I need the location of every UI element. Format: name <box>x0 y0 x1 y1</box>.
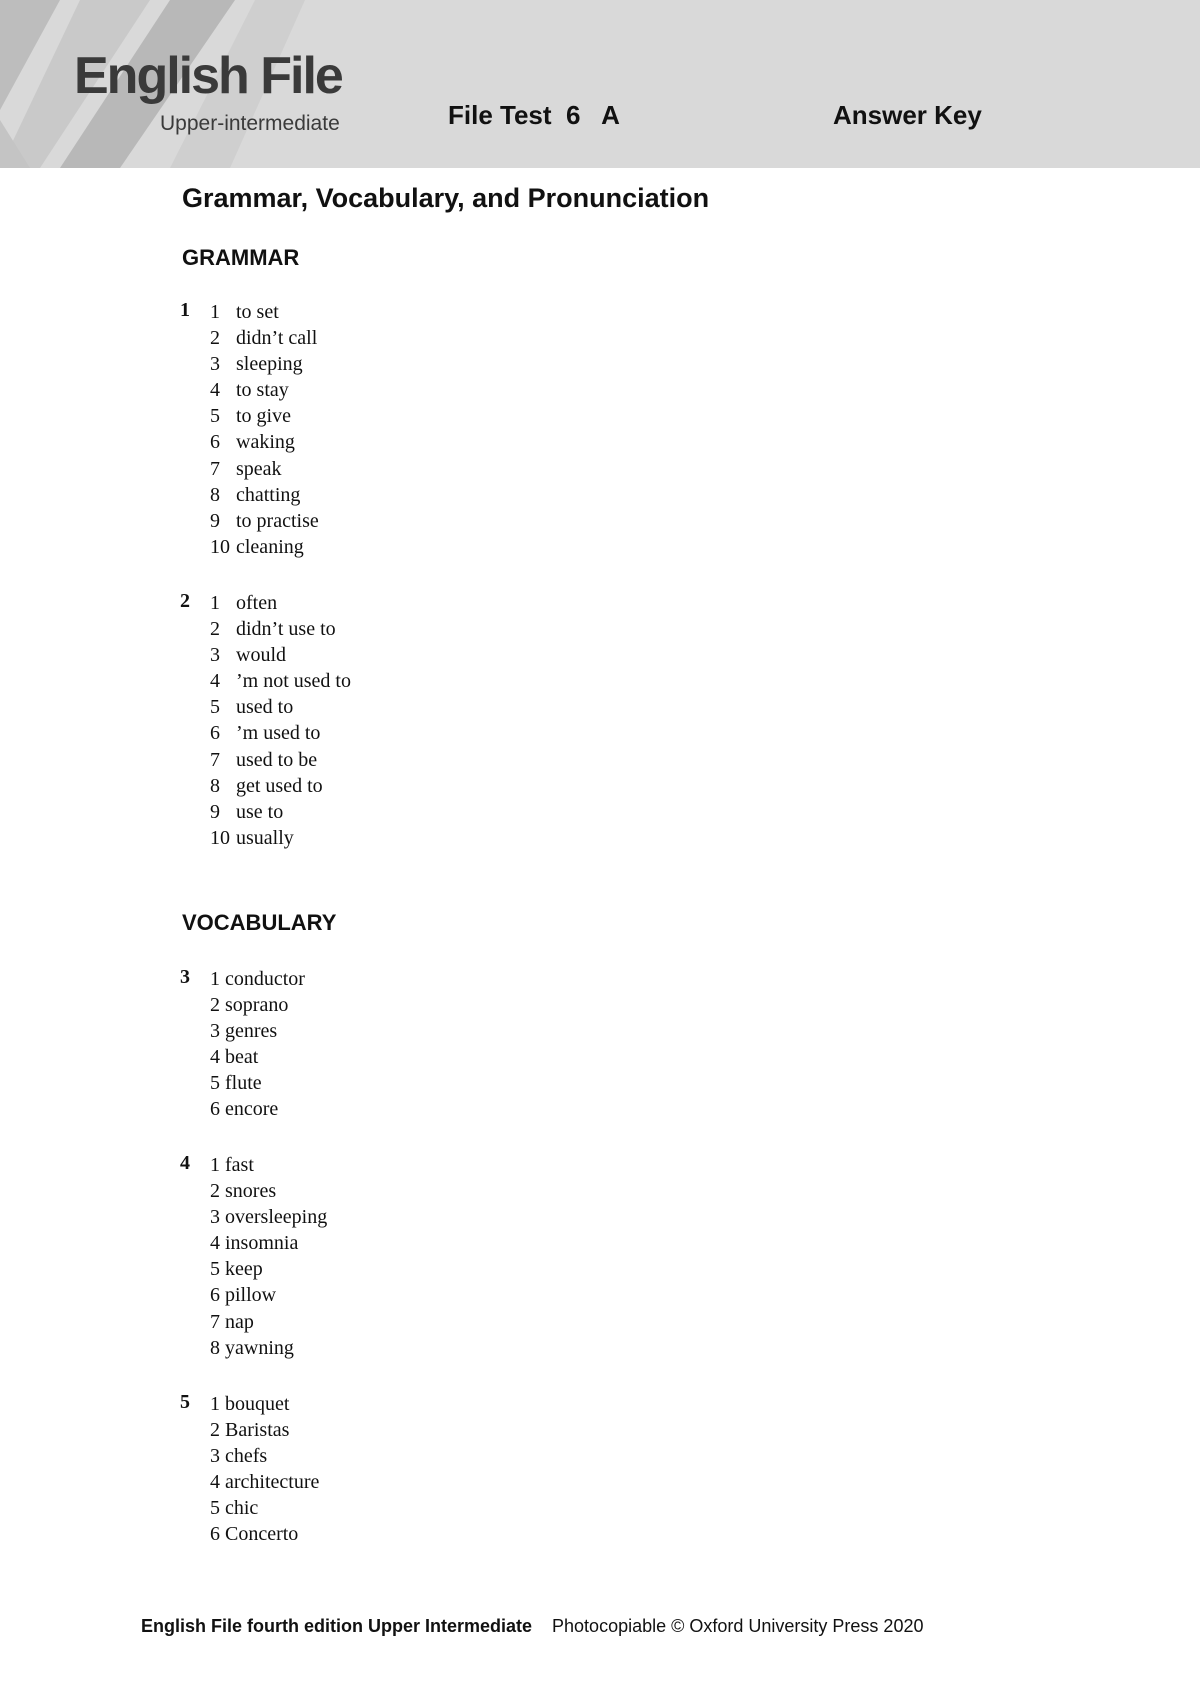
exercise-number: 5 <box>180 1391 190 1413</box>
answer-item: 4 architecture <box>210 1471 320 1494</box>
exercise-number: 4 <box>180 1152 190 1174</box>
answer-item: 10 usually <box>210 826 294 849</box>
answer-item: 4 insomnia <box>210 1232 299 1255</box>
answer-item: 2 didn’t call <box>210 327 318 350</box>
answer-item: 1 often <box>210 592 278 614</box>
answer-item: 6 Concerto <box>210 1523 299 1546</box>
answer-item: 2 soprano <box>210 994 289 1017</box>
test-title: File Test 6 A <box>448 100 620 130</box>
answer-item: 1 to set <box>210 301 279 323</box>
answer-item: 10 cleaning <box>210 535 304 558</box>
answer-item: 1 conductor <box>210 968 305 990</box>
answer-item: 5 used to <box>210 696 294 719</box>
answer-list <box>210 966 305 1123</box>
page-footer <box>141 1616 923 1637</box>
answer-item: 8 yawning <box>210 1336 294 1359</box>
exercise-number: 1 <box>180 299 190 321</box>
answer-item: 5 flute <box>210 1072 262 1095</box>
logo-subtitle: Upper-intermediate <box>160 112 340 135</box>
answer-item: 9 to practise <box>210 509 319 532</box>
answer-item: 4 beat <box>210 1046 259 1069</box>
answer-item: 4 ’m not used to <box>210 670 351 693</box>
answer-key-label: Answer Key <box>833 100 982 130</box>
footer-copyright: Photocopiable © Oxford University Press 2020 <box>552 1616 924 1636</box>
answer-item: 8 get used to <box>210 774 323 797</box>
page-header <box>0 0 1200 168</box>
exercise-number: 2 <box>180 590 190 612</box>
footer-book-title: English File fourth edition Upper Intermediate <box>141 1616 533 1636</box>
answer-item: 5 to give <box>210 405 291 428</box>
answer-item: 9 use to <box>210 800 284 823</box>
answer-item: 8 chatting <box>210 483 301 506</box>
grammar-heading: GRAMMAR <box>182 245 300 270</box>
answer-item: 3 oversleeping <box>210 1206 328 1229</box>
answer-item: 3 chefs <box>210 1445 268 1468</box>
logo-title: English File <box>74 47 342 105</box>
exercise-number: 3 <box>180 966 190 988</box>
answer-item: 3 would <box>210 644 286 667</box>
answer-item: 3 sleeping <box>210 353 303 376</box>
answer-list <box>210 1391 319 1548</box>
answer-list <box>210 1152 327 1361</box>
answer-item: 2 didn’t use to <box>210 618 336 641</box>
vocabulary-heading: VOCABULARY <box>182 910 337 935</box>
answer-item: 2 snores <box>210 1180 277 1203</box>
answer-item: 4 to stay <box>210 379 289 402</box>
page-heading: Grammar, Vocabulary, and Pronunciation <box>182 183 710 213</box>
answer-item: 1 bouquet <box>210 1393 290 1415</box>
answer-item: 7 nap <box>210 1310 254 1333</box>
answer-list <box>210 299 319 560</box>
answer-item: 3 genres <box>210 1020 278 1043</box>
answer-list <box>210 590 351 851</box>
answer-item: 6 encore <box>210 1098 279 1121</box>
answer-item: 7 used to be <box>210 748 318 771</box>
answer-item: 6 pillow <box>210 1284 277 1307</box>
answer-item: 6 waking <box>210 431 295 454</box>
answer-item: 7 speak <box>210 457 282 480</box>
answer-item: 2 Baristas <box>210 1419 290 1442</box>
answer-item: 6 ’m used to <box>210 722 321 745</box>
answer-item: 5 chic <box>210 1497 259 1520</box>
answer-item: 1 fast <box>210 1154 254 1176</box>
answer-item: 5 keep <box>210 1258 263 1281</box>
